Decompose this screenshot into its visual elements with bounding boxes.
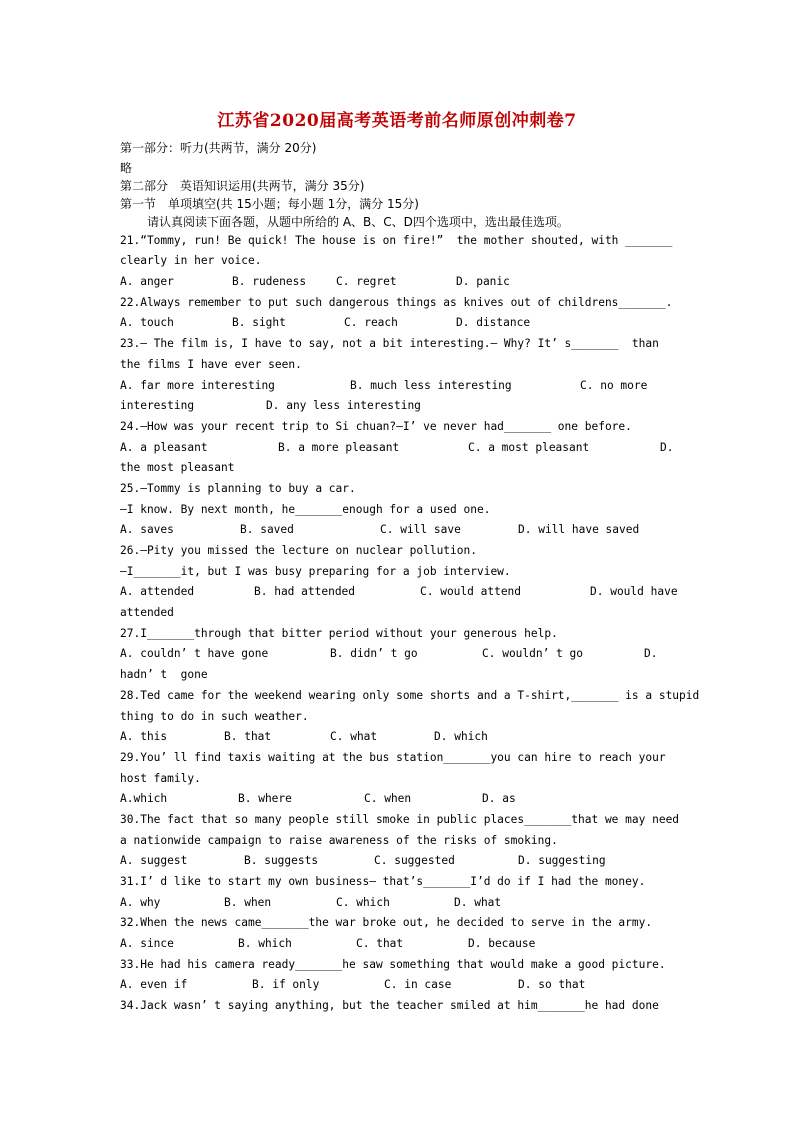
question-27-line: 27.I_______through that bitter period without your generous help. bbox=[120, 626, 558, 640]
option: B. suggests bbox=[244, 854, 319, 868]
option: C. suggested bbox=[374, 854, 455, 868]
question-29-line: 29.You’ ll find taxis waiting at the bus station_______you can hire to reach your bbox=[120, 750, 666, 764]
page-title: 江苏省2020届高考英语考前名师原创冲刺卷7 bbox=[217, 111, 577, 131]
option: B. when bbox=[224, 895, 272, 909]
option: C. will save bbox=[380, 523, 461, 537]
question-26-options bbox=[120, 582, 680, 603]
question-33-line: 33.He had his camera ready_______he saw something that would make a good picture. bbox=[120, 957, 666, 971]
option: A. touch bbox=[120, 316, 174, 330]
question-29-cont: host family. bbox=[120, 771, 201, 785]
option: C. in case bbox=[384, 978, 452, 992]
option: B. where bbox=[238, 792, 292, 806]
option: D. bbox=[660, 440, 674, 454]
question-28-options bbox=[120, 727, 680, 748]
option: D. would have bbox=[590, 585, 678, 599]
option: C. no more bbox=[580, 378, 648, 392]
option: C. wouldn’ t go bbox=[482, 647, 584, 661]
option: B. rudeness bbox=[232, 275, 307, 289]
option: D. will have saved bbox=[518, 523, 640, 537]
option: D. as bbox=[482, 792, 516, 806]
question-25-line: 25.—Tommy is planning to buy a car. bbox=[120, 481, 356, 495]
question-33-options bbox=[120, 975, 680, 996]
question-26-line: 26.—Pity you missed the lecture on nuclear pollution. bbox=[120, 544, 477, 557]
option: C. what bbox=[330, 730, 378, 744]
question-22-line: 22.Always remember to put such dangerous things as knives out of childrens_______. bbox=[120, 295, 673, 309]
option: D. suggesting bbox=[518, 854, 606, 868]
option: B. much less interesting bbox=[350, 378, 512, 392]
question-21-options bbox=[120, 272, 680, 293]
question-29-options bbox=[120, 789, 680, 810]
option: A. this bbox=[120, 730, 168, 744]
option: B. saved bbox=[240, 523, 294, 537]
option: B. which bbox=[238, 937, 292, 951]
question-27-options bbox=[120, 644, 680, 665]
question-30-line: 30.The fact that so many people still smoke in public places_______that we may need bbox=[120, 812, 680, 826]
option: A. saves bbox=[120, 523, 174, 537]
question-26-options-cont: attended bbox=[120, 606, 174, 620]
question-27-options-cont: hadn’ t gone bbox=[120, 668, 208, 682]
option: B. sight bbox=[232, 316, 286, 330]
option: D. which bbox=[434, 730, 488, 744]
option: C. when bbox=[364, 792, 412, 806]
option: C. that bbox=[356, 937, 404, 951]
question-28-cont: thing to do in such weather. bbox=[120, 709, 309, 723]
option: B. if only bbox=[252, 978, 320, 992]
question-22-options bbox=[120, 313, 680, 334]
question-32-options bbox=[120, 934, 680, 955]
omitted-note: 略 bbox=[120, 160, 133, 175]
question-21-line: 21.“Tommy, run! Be quick! The house is on fire!” the mother shouted, with _______ bbox=[120, 233, 673, 247]
option: C. which bbox=[336, 895, 390, 909]
question-23-line: 23.— The film is, I have to say, not a bit interesting.— Why? It’ s_______ than bbox=[120, 337, 659, 351]
option: A. suggest bbox=[120, 854, 188, 868]
option: A. anger bbox=[120, 275, 174, 289]
option: A. a pleasant bbox=[120, 440, 208, 454]
section1-heading: 第一节 单项填空(共 15小题；每小题 1分，满分 15分) bbox=[120, 196, 419, 211]
option: D. distance bbox=[456, 316, 531, 330]
option: C. a most pleasant bbox=[468, 440, 590, 454]
option: C. regret bbox=[336, 275, 397, 289]
question-28-line: 28.Ted came for the weekend wearing only some shorts and a T-shirt,_______ is a stupid bbox=[120, 688, 700, 702]
option: D. bbox=[644, 647, 658, 661]
part1-heading: 第一部分：听力(共两节，满分 20分) bbox=[120, 141, 317, 155]
question-24-options bbox=[120, 438, 680, 459]
option: A.which bbox=[120, 792, 168, 806]
question-25-options bbox=[120, 520, 680, 541]
exam-body bbox=[120, 138, 700, 1017]
question-34-line: 34.Jack wasn’ t saying anything, but the teacher smiled at him_______he had done bbox=[120, 999, 659, 1013]
option: D. any less interesting bbox=[266, 399, 421, 413]
question-23-options bbox=[120, 376, 680, 397]
option: interesting bbox=[120, 399, 195, 413]
question-30-cont: a nationwide campaign to raise awareness of the risks of smoking. bbox=[120, 833, 558, 847]
option: D. so that bbox=[518, 978, 586, 992]
instruction: 请认真阅读下面各题，从题中所给的 A、B、C、D四个选项中，选出最佳选项。 bbox=[147, 214, 569, 229]
option: A. attended bbox=[120, 585, 195, 599]
option: C. reach bbox=[344, 316, 398, 330]
option: B. that bbox=[224, 730, 272, 744]
option: B. a more pleasant bbox=[278, 440, 400, 454]
option: A. couldn’ t have gone bbox=[120, 647, 269, 661]
question-32-line: 32.When the news came_______the war broke out, he decided to serve in the army. bbox=[120, 916, 653, 930]
option: A. since bbox=[120, 937, 174, 951]
question-26-cont: —I_______it, but I was busy preparing for a job interview. bbox=[120, 564, 511, 578]
question-31-options bbox=[120, 893, 680, 914]
question-30-options bbox=[120, 851, 680, 872]
question-21-cont: clearly in her voice. bbox=[120, 254, 262, 268]
question-31-line: 31.I’ d like to start my own business— that’s_______I’d do if I had the money. bbox=[120, 875, 646, 888]
option: B. didn’ t go bbox=[330, 647, 418, 661]
option: D. what bbox=[454, 895, 502, 909]
option: A. far more interesting bbox=[120, 378, 275, 392]
option: A. even if bbox=[120, 978, 188, 992]
question-23-cont: the films I have ever seen. bbox=[120, 357, 302, 371]
option: A. why bbox=[120, 895, 161, 909]
option: D. panic bbox=[456, 275, 510, 289]
question-24-line: 24.—How was your recent trip to Si chuan?—I’ ve never had_______ one before. bbox=[120, 419, 632, 433]
option: C. would attend bbox=[420, 585, 522, 599]
question-24-options-cont: the most pleasant bbox=[120, 461, 235, 475]
option: D. because bbox=[468, 937, 536, 951]
question-23-options-cont bbox=[120, 396, 680, 417]
part2-heading: 第二部分 英语知识运用(共两节，满分 35分) bbox=[120, 178, 365, 193]
question-25-cont: —I know. By next month, he_______enough for a used one. bbox=[120, 502, 491, 516]
option: B. had attended bbox=[254, 585, 356, 599]
